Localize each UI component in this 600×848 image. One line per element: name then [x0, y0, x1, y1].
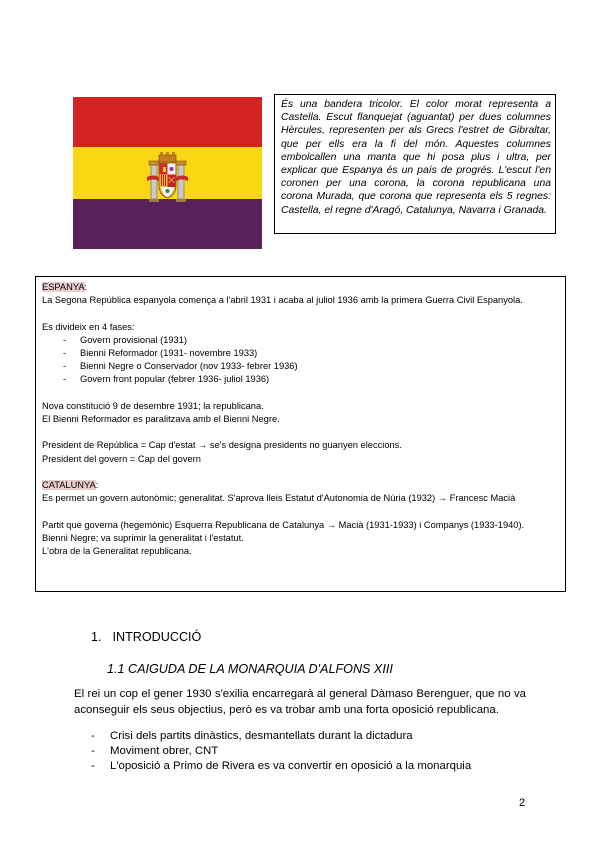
section-number: 1.	[91, 630, 102, 644]
list-item: - Crisi dels partits dinàstics, desmantellats durant la dictadura	[91, 730, 413, 742]
autonomous-line: Es permet un govern autonòmic; generalitat. S'aprova lleis Estatut d'Autonomia de Núria (1932) → Francesc Macià	[42, 493, 516, 504]
dash: -	[63, 374, 67, 385]
list-item: - L'oposició a Primo de Rivera es va convertir en oposició a la monarquia	[91, 759, 472, 772]
page-number: 2	[519, 797, 526, 809]
president-republic-line: President de República = Cap d'estat → se's designa presidents no guanyen eleccions.	[42, 440, 402, 451]
dash: -	[63, 361, 67, 372]
flag-caption-text: És una bandera tricolor. El color morat representa a Castella. Escut flanquejat (aguantat) per dues columnes Hèrcules, representen per als Grecs l'estret de Gibraltar, que per ells era la fi del món. Aquestes columnes embolcallen una manta que hi posa plus i ultra, per explicar que Espanya és un país de progrés. L'escut l'en coronen per una corona, la corona republicana una corona Murada, que corona que representa els 5 regnes: Castella, el regne d'Aragó, Catalunya, Navarra i Granada.	[281, 99, 551, 216]
list-item: - Govern provisional (1931)	[63, 334, 559, 347]
republic-flag-image	[73, 97, 262, 249]
list-item: - Govern front popular (febrer 1936- juliol 1936)	[63, 373, 559, 386]
ruling-party-line: Partit que governa (hegemònic) Esquerra Republicana de Catalunya → Macià (1931-1933) i Companys (1933-1940).	[42, 519, 525, 530]
list-item: - Bienni Reformador (1931- novembre 1933)	[63, 347, 559, 360]
phases-list	[42, 334, 559, 387]
list-item: - Moviment obrer, CNT	[91, 744, 219, 757]
flag-caption	[274, 94, 556, 234]
list-item: - Bienni Negre o Conservador (nov 1933- febrer 1936)	[63, 360, 559, 373]
constitution-line: Nova constitució 9 de desembre 1931; la republicana.	[42, 400, 264, 411]
causes-list	[91, 729, 471, 773]
dash: -	[91, 744, 95, 757]
catalunya-label-colon: :	[95, 479, 99, 490]
subsection-number: 1.1	[107, 662, 125, 676]
president-government-line: President del govern = Cap del govern	[42, 453, 201, 464]
dash: -	[91, 730, 95, 742]
catalunya-label: CATALUNYA	[42, 479, 96, 490]
phases-title: Es divideix en 4 fases:	[42, 321, 135, 332]
espanya-label-colon: :	[84, 282, 88, 292]
dash: -	[63, 334, 67, 345]
intro-paragraph: El rei un cop el gener 1930 s'exilia encarregarà al general Dàmaso Berenguer, que no va aconseguir els seus objectius, però es va trobar amb una forta oposició republicana.	[74, 688, 526, 717]
subsection-heading	[107, 662, 393, 676]
espanya-heading	[42, 281, 559, 294]
subsection-title: CAIGUDA DE LA MONARQUIA D'ALFONS XIII	[128, 662, 393, 676]
bienni-negre-line: Bienni Negre; va suprimir la generalitat i l'estatut.	[42, 532, 244, 543]
bienni-paralysis-line: El Bienni Reformador es paralitzava amb el Bienni Negre.	[42, 414, 280, 424]
section-heading	[91, 630, 201, 644]
dash: -	[91, 759, 95, 772]
obra-line: L'obra de la Generalitat republicana.	[42, 545, 192, 556]
catalunya-heading	[42, 479, 559, 492]
section-title: INTRODUCCIÓ	[112, 630, 202, 644]
espanya-intro: La Segona República espanyola comença a l'abril 1931 i acaba al juliol 1936 amb la primera Guerra Civil Espanyola.	[42, 295, 523, 306]
summary-box	[35, 276, 566, 592]
espanya-label: ESPANYA	[42, 282, 85, 292]
dash: -	[63, 348, 67, 358]
